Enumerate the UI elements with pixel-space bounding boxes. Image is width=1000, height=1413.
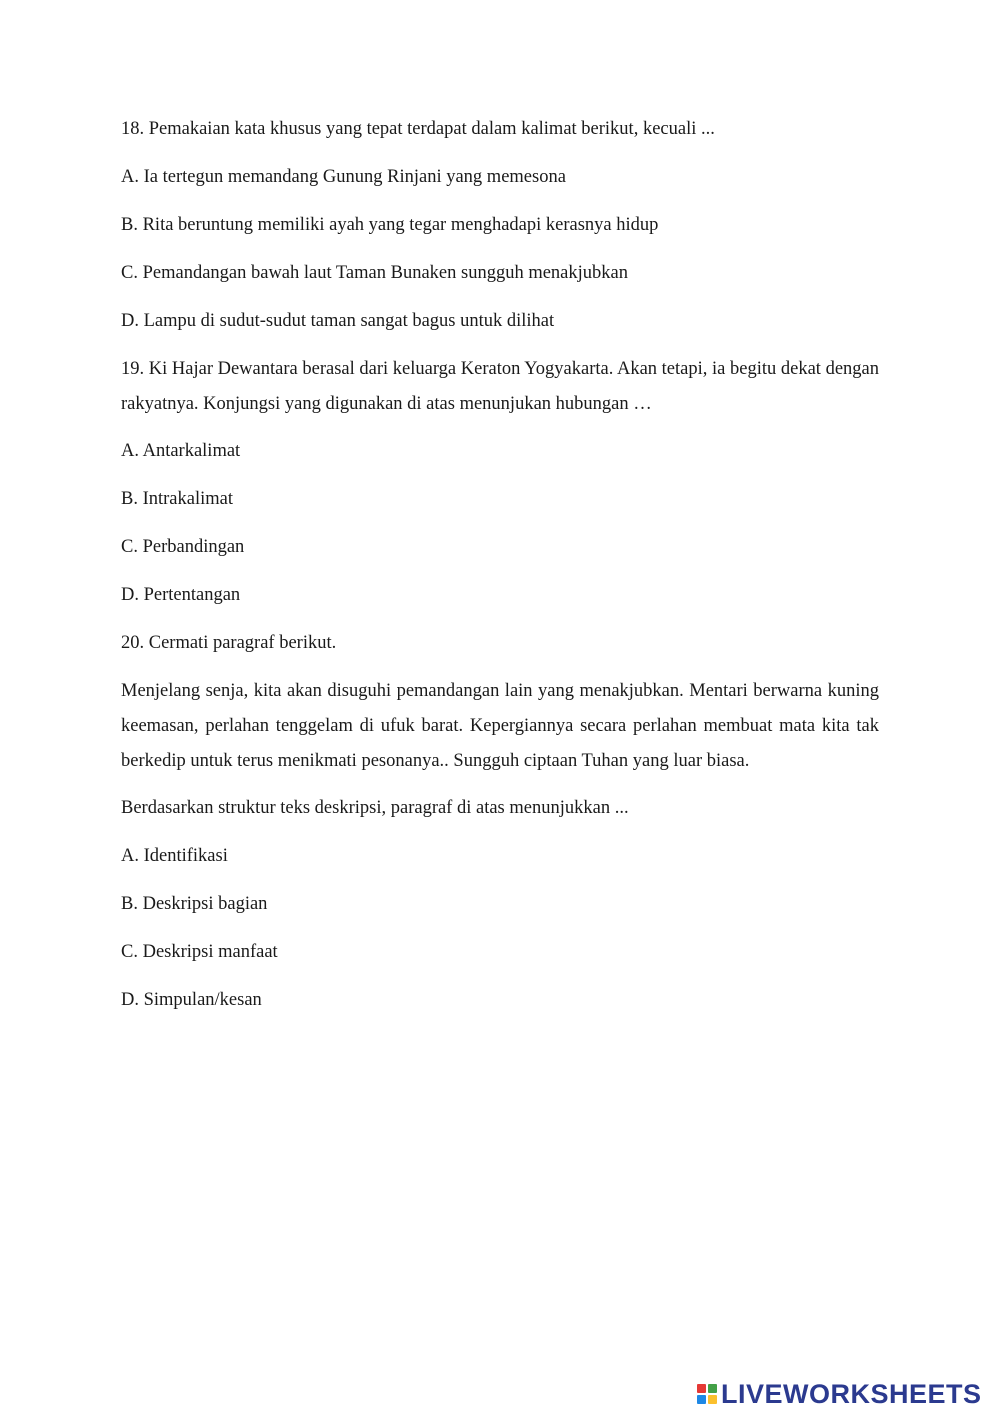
question-20-option-a: A. Identifikasi [121, 846, 228, 866]
question-18-option-d: D. Lampu di sudut-sudut taman sangat bagus untuk dilihat [121, 311, 555, 331]
logo-mark-square [708, 1384, 717, 1393]
logo-text: LIVEWORKSHEETS [721, 1379, 982, 1409]
logo-mark-square [708, 1395, 717, 1404]
logo-mark-square [697, 1395, 706, 1404]
question-18-stem: 18. Pemakaian kata khusus yang tepat terdapat dalam kalimat berikut, kecuali ... [121, 119, 715, 139]
liveworksheets-mark-icon [697, 1384, 717, 1404]
question-18-option-c: C. Pemandangan bawah laut Taman Bunaken sungguh menakjubkan [121, 263, 628, 283]
question-18-option-b: B. Rita beruntung memiliki ayah yang tegar menghadapi kerasnya hidup [121, 215, 659, 235]
question-19-option-a: A. Antarkalimat [121, 441, 241, 461]
worksheet-page [121, 117, 879, 1036]
logo-mark-square [697, 1384, 706, 1393]
question-19-option-b: B. Intrakalimat [121, 489, 233, 509]
question-20-passage: Menjelang senja, kita akan disuguhi pemandangan lain yang menakjubkan. Mentari berwarna kuning keemasan, perlahan tenggelam di ufuk barat. Kepergiannya secara perlahan membuat mata kita tak berkedip untuk terus menikmati pesonanya.. Sungguh ciptaan Tuhan yang luar biasa. [121, 681, 879, 771]
question-18-option-a: A. Ia tertegun memandang Gunung Rinjani yang memesona [121, 167, 566, 187]
question-19-option-d: D. Pertentangan [121, 585, 241, 605]
question-20-option-d: D. Simpulan/kesan [121, 990, 262, 1010]
question-20-stem: 20. Cermati paragraf berikut. [121, 633, 337, 653]
liveworksheets-logo [697, 1379, 982, 1409]
question-19-stem: 19. Ki Hajar Dewantara berasal dari keluarga Keraton Yogyakarta. Akan tetapi, ia begitu dekat dengan rakyatnya. Konjungsi yang digunakan di atas menunjukan hubungan … [121, 359, 879, 414]
question-20-prompt: Berdasarkan struktur teks deskripsi, paragraf di atas menunjukkan ... [121, 798, 629, 818]
question-20-option-b: B. Deskripsi bagian [121, 894, 268, 914]
question-20-option-c: C. Deskripsi manfaat [121, 942, 278, 962]
question-19-option-c: C. Perbandingan [121, 537, 245, 557]
